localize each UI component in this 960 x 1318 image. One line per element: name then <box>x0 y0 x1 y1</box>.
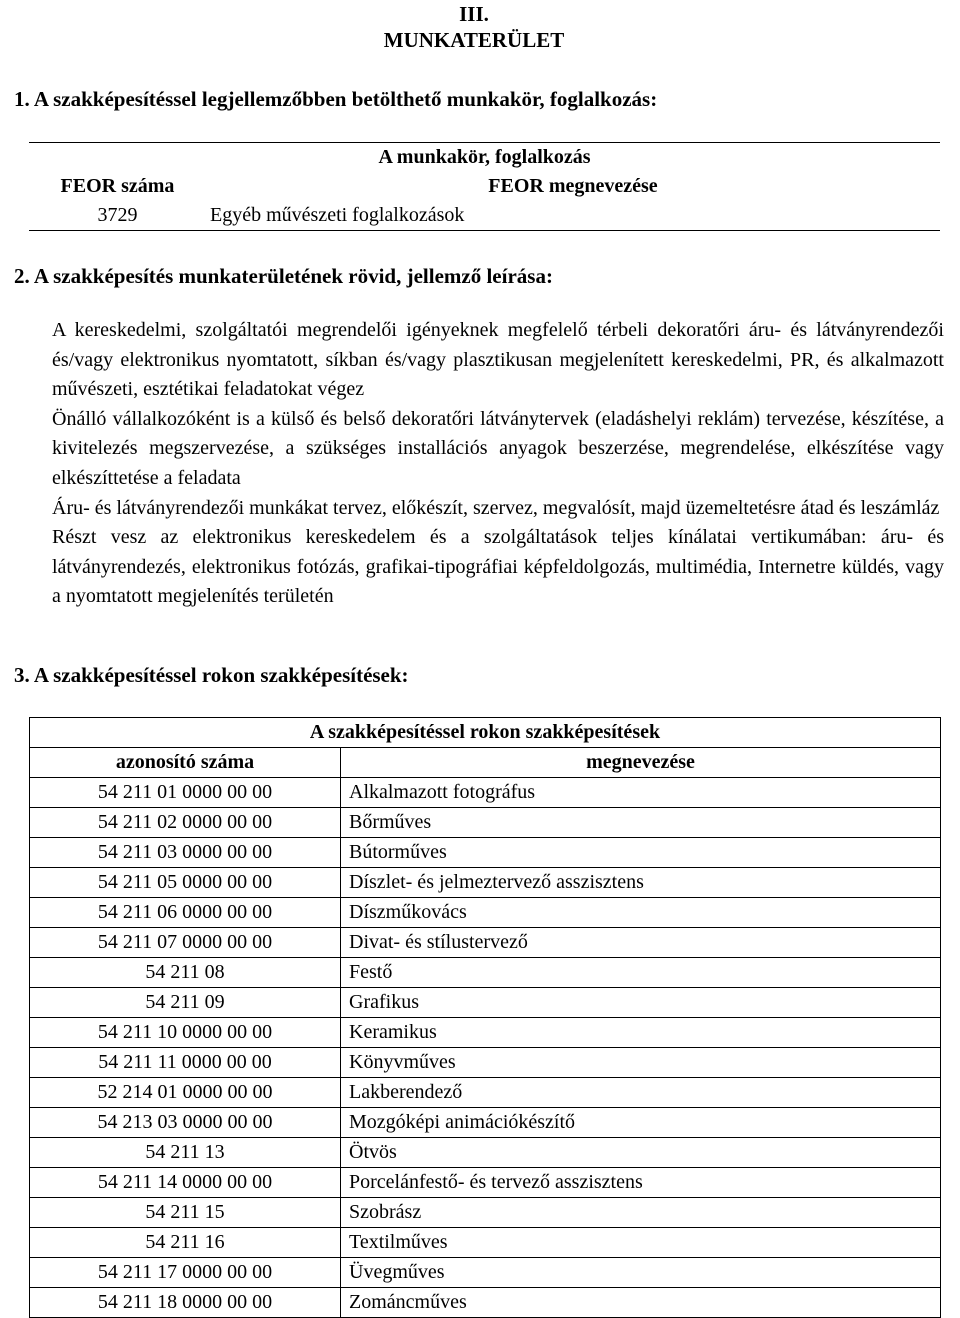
section2-heading: 2. A szakképesítés munkaterületének rövid, jellemző leírása: <box>14 264 553 288</box>
qualification-id-cell: 54 211 14 0000 00 00 <box>30 1168 341 1198</box>
qualification-id-cell: 54 211 02 0000 00 00 <box>30 808 341 838</box>
qualification-name-cell: Grafikus <box>341 988 941 1018</box>
qualification-id-cell: 54 211 13 <box>30 1138 341 1168</box>
table-row <box>30 1168 941 1198</box>
table-row <box>30 838 941 868</box>
qualification-name-cell: Könyvműves <box>341 1048 941 1078</box>
qualification-name-cell: Zománcműves <box>341 1288 941 1318</box>
table-row <box>30 1078 941 1108</box>
table-row <box>30 778 941 808</box>
table-row <box>30 958 941 988</box>
table-row <box>30 1138 941 1168</box>
table-row <box>30 988 941 1018</box>
qualification-id-cell: 54 211 06 0000 00 00 <box>30 898 341 928</box>
feor-code-cell: 3729 <box>97 204 138 226</box>
section3-heading: 3. A szakképesítéssel rokon szakképesítések: <box>14 663 409 687</box>
qualification-name-cell: Lakberendező <box>341 1078 941 1108</box>
feor-name-header: FEOR megnevezése <box>488 175 658 197</box>
qualification-name-cell: Díszlet- és jelmeztervező asszisztens <box>341 868 941 898</box>
qualification-id-cell: 54 211 15 <box>30 1198 341 1228</box>
qualification-name-cell: Mozgóképi animációkészítő <box>341 1108 941 1138</box>
qualification-id-cell: 54 213 03 0000 00 00 <box>30 1108 341 1138</box>
occupation-table-caption: A munkakör, foglalkozás <box>29 143 940 173</box>
table-row <box>30 1048 941 1078</box>
qualification-id-cell: 54 211 18 0000 00 00 <box>30 1288 341 1318</box>
qualification-name-cell: Textilműves <box>341 1228 941 1258</box>
chapter-title: MUNKATERÜLET <box>383 28 565 52</box>
table-row <box>30 1258 941 1288</box>
table-row <box>30 928 941 958</box>
feor-code-header: FEOR száma <box>60 175 175 197</box>
occupation-table <box>29 142 940 231</box>
qualification-name-cell: Ötvös <box>341 1138 941 1168</box>
work-description <box>52 316 944 612</box>
qualification-name-cell: Divat- és stílustervező <box>341 928 941 958</box>
qualification-id-cell: 54 211 11 0000 00 00 <box>30 1048 341 1078</box>
qualification-id-cell: 52 214 01 0000 00 00 <box>30 1078 341 1108</box>
table-row <box>30 1108 941 1138</box>
section1-heading: 1. A szakképesítéssel legjellemzőbben betölthető munkakör, foglalkozás: <box>14 87 658 111</box>
qualification-name-cell: Alkalmazott fotográfus <box>341 778 941 808</box>
qualification-id-cell: 54 211 08 <box>30 958 341 988</box>
description-paragraph: Önálló vállalkozóként is a külső és belső dekoratőri látványtervek (eladáshelyi reklám) tervezése, készítése, a kivitelezés megszervezése, a szükséges installációs anyagok beszerzése, megrendelése, elkészítése vagy elkészíttetése a feladata <box>52 407 944 489</box>
qualification-name-cell: Festő <box>341 958 941 988</box>
qualification-id-cell: 54 211 17 0000 00 00 <box>30 1258 341 1288</box>
qualification-id-header: azonosító száma <box>30 748 341 778</box>
table-row <box>30 808 941 838</box>
qualification-name-cell: Keramikus <box>341 1018 941 1048</box>
table-row <box>30 1198 941 1228</box>
qualification-name-cell: Szobrász <box>341 1198 941 1228</box>
feor-name-cell: Egyéb művészeti foglalkozások <box>210 204 465 226</box>
qualification-name-header: megnevezése <box>341 748 941 778</box>
qualification-id-cell: 54 211 03 0000 00 00 <box>30 838 341 868</box>
qualification-id-cell: 54 211 09 <box>30 988 341 1018</box>
qualification-name-cell: Porcelánfestő- és tervező asszisztens <box>341 1168 941 1198</box>
qualification-id-cell: 54 211 16 <box>30 1228 341 1258</box>
related-table-caption: A szakképesítéssel rokon szakképesítések <box>30 718 941 748</box>
qualification-name-cell: Üvegműves <box>341 1258 941 1288</box>
table-row <box>30 1288 941 1318</box>
chapter-number: III. <box>459 2 489 26</box>
table-row <box>30 1228 941 1258</box>
table-row <box>30 1018 941 1048</box>
description-paragraph: Áru- és látványrendezői munkákat tervez, előkészít, szervez, megvalósít, majd üzemeltetésre átad és leszámláz <box>52 496 940 519</box>
description-paragraph: Részt vesz az elektronikus kereskedelem és a szolgáltatások teljes kínálatai vertikumában: áru- és látványrendezés, elektronikus fotózás, grafikai-tipográfiai képfeldolgozás, multimédia, Internetre küldés, vagy a nyomtatott megjelenítés területén <box>52 526 944 608</box>
table-row <box>30 868 941 898</box>
qualification-name-cell: Bútorműves <box>341 838 941 868</box>
qualification-name-cell: Bőrműves <box>341 808 941 838</box>
qualification-id-cell: 54 211 10 0000 00 00 <box>30 1018 341 1048</box>
qualification-id-cell: 54 211 01 0000 00 00 <box>30 778 341 808</box>
description-paragraph: A kereskedelmi, szolgáltatói megrendelői igényeknek megfelelő térbeli dekoratőri áru- és látványrendezői és/vagy elektronikus nyomtatott, síkban és/vagy plasztikusan megjelenített kereskedelmi, PR, és alkalmazott művészeti, esztétikai feladatokat végez <box>52 319 944 401</box>
qualification-name-cell: Díszműkovács <box>341 898 941 928</box>
related-qualifications-table <box>29 717 941 1318</box>
qualification-id-cell: 54 211 05 0000 00 00 <box>30 868 341 898</box>
table-row <box>30 898 941 928</box>
qualification-id-cell: 54 211 07 0000 00 00 <box>30 928 341 958</box>
